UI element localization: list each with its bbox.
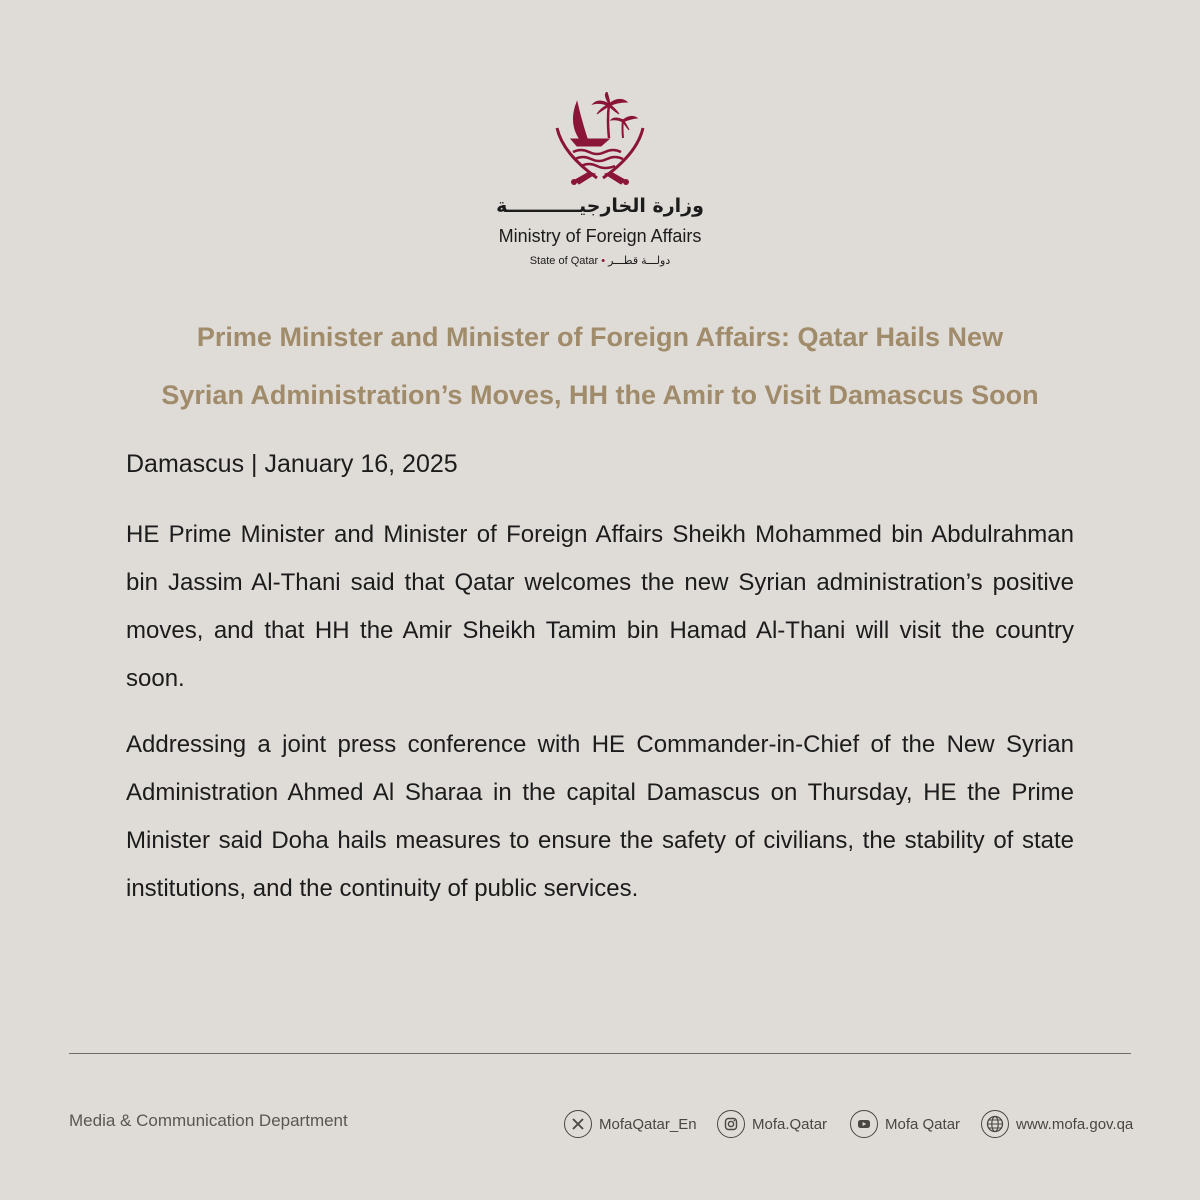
qatar-emblem-icon	[549, 92, 651, 192]
youtube-icon	[850, 1110, 878, 1138]
social-youtube-handle: Mofa Qatar	[885, 1115, 961, 1133]
ministry-english-name: Ministry of Foreign Affairs	[498, 226, 702, 246]
globe-icon	[981, 1110, 1009, 1138]
x-icon	[564, 1110, 592, 1138]
ministry-arabic-name: وزارة الخارجيـــــــــــة	[496, 195, 704, 217]
state-arabic: دولـــة قطـــر	[608, 255, 671, 267]
website-url: www.mofa.gov.qa	[1016, 1115, 1134, 1133]
instagram-icon	[717, 1110, 745, 1138]
headline	[100, 308, 1100, 424]
state-english: State of Qatar	[529, 255, 599, 267]
article-paragraph-1: HE Prime Minister and Minister of Foreign Affairs Sheikh Mohammed bin Abdulrahman bin Jassim Al-Thani said that Qatar welcomes the new Syrian administration’s positive moves, and that HH the Amir Sheikh Tamim bin Hamad Al-Thani will visit the country soon.	[126, 521, 1074, 692]
department-name: Media & Communication Department	[69, 1111, 348, 1130]
social-x-handle: MofaQatar_En	[599, 1115, 697, 1133]
website-link[interactable]	[981, 1109, 1133, 1139]
article-paragraph-2: Addressing a joint press conference with HE Commander-in-Chief of the New Syrian Administration Ahmed Al Sharaa in the capital Damascus on Thursday, HE the Prime Minister said Doha hails measures to ensure the safety of civilians, the stability of state institutions, and the continuity of public services.	[126, 731, 1074, 902]
separator-dot: •	[601, 255, 606, 267]
social-instagram-handle: Mofa.Qatar	[752, 1115, 828, 1133]
social-instagram-link[interactable]	[717, 1109, 827, 1139]
headline-line-1: Prime Minister and Minister of Foreign Affairs: Qatar Hails New	[196, 322, 1004, 352]
social-x-link[interactable]	[564, 1109, 697, 1139]
state-of-qatar-label	[0, 254, 1200, 267]
dateline: Damascus | January 16, 2025	[126, 450, 458, 478]
social-youtube-link[interactable]	[850, 1109, 960, 1139]
headline-line-2: Syrian Administration’s Moves, HH the Amir to Visit Damascus Soon	[161, 380, 1039, 410]
footer-divider	[69, 1053, 1131, 1054]
